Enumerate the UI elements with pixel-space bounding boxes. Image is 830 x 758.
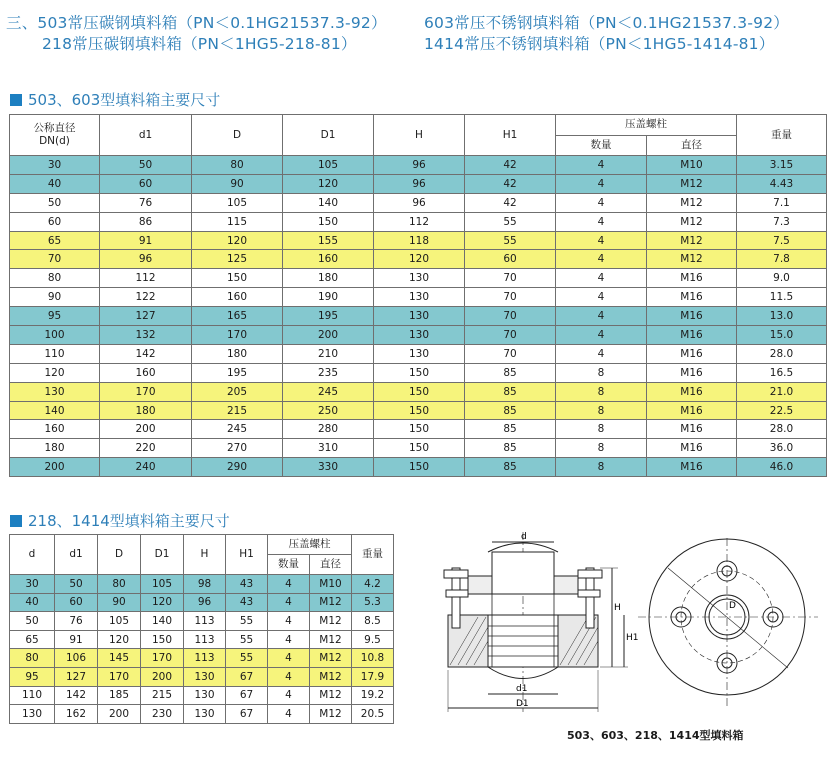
- table-cell: 55: [226, 630, 268, 649]
- label-D: D: [729, 601, 736, 611]
- table-cell: M16: [647, 439, 737, 458]
- table-cell: 86: [100, 212, 192, 231]
- table-cell: 190: [283, 288, 374, 307]
- table-row: [10, 630, 394, 649]
- table-cell: 43: [226, 593, 268, 612]
- table-cell: 150: [374, 420, 465, 439]
- t2-header-H: H: [184, 535, 226, 575]
- table-cell: 280: [283, 420, 374, 439]
- t2-header-D1: D1: [141, 535, 184, 575]
- table-cell: 162: [55, 705, 98, 724]
- table-cell: 4: [556, 269, 647, 288]
- table-row: [10, 231, 827, 250]
- table-cell: 4: [556, 307, 647, 326]
- table-cell: 130: [184, 667, 226, 686]
- table-cell: 170: [100, 382, 192, 401]
- t2-header-weight: 重量: [352, 535, 394, 575]
- t2-header-H1: H1: [226, 535, 268, 575]
- table-row: [10, 193, 827, 212]
- table-cell: 16.5: [737, 363, 827, 382]
- table-cell: M12: [647, 212, 737, 231]
- table-cell: 70: [465, 288, 556, 307]
- table-cell: 85: [465, 382, 556, 401]
- table-cell: M12: [310, 705, 352, 724]
- table-cell: 4: [268, 649, 310, 668]
- table-cell: 55: [465, 212, 556, 231]
- table-cell: 170: [141, 649, 184, 668]
- t1-header-bolt-group: 压盖螺柱: [556, 115, 737, 136]
- table-cell: M16: [647, 326, 737, 345]
- table-cell: 130: [184, 705, 226, 724]
- table-cell: M16: [647, 382, 737, 401]
- table-cell: 120: [374, 250, 465, 269]
- table-cell: 70: [465, 326, 556, 345]
- square-bullet-icon: [10, 515, 22, 527]
- table-cell: 4: [268, 705, 310, 724]
- t2-header-qty: 数量: [268, 555, 310, 575]
- table-cell: 122: [100, 288, 192, 307]
- table-cell: 150: [192, 269, 283, 288]
- table-cell: 85: [465, 458, 556, 477]
- table-cell: 42: [465, 193, 556, 212]
- table-cell: M12: [647, 193, 737, 212]
- table-cell: 80: [192, 156, 283, 175]
- table-cell: M16: [647, 458, 737, 477]
- table-cell: 220: [100, 439, 192, 458]
- table-row: [10, 593, 394, 612]
- table-cell: 200: [100, 420, 192, 439]
- table-cell: M12: [310, 667, 352, 686]
- table-cell: 60: [55, 593, 98, 612]
- table-cell: 180: [192, 344, 283, 363]
- table-cell: 4: [556, 288, 647, 307]
- table-row: [10, 612, 394, 631]
- table-cell: 113: [184, 630, 226, 649]
- table-cell: 130: [10, 382, 100, 401]
- table-cell: 105: [141, 575, 184, 594]
- table-cell: 95: [10, 667, 55, 686]
- table-cell: M16: [647, 269, 737, 288]
- table-cell: 270: [192, 439, 283, 458]
- table-cell: 4: [268, 575, 310, 594]
- table1-title-text: 503、603型填料箱主要尺寸: [28, 91, 221, 109]
- table-cell: 215: [192, 401, 283, 420]
- table-cell: M10: [310, 575, 352, 594]
- table-cell: 160: [10, 420, 100, 439]
- t2-header-bolt-group: 压盖螺柱: [268, 535, 352, 555]
- table-cell: 91: [100, 231, 192, 250]
- table-cell: 4: [556, 231, 647, 250]
- table-row: [10, 326, 827, 345]
- table-cell: 80: [10, 269, 100, 288]
- header-line1-left: 三、503常压碳钢填料箱（PN＜0.1HG21537.3-92）: [6, 14, 387, 32]
- table-cell: 50: [10, 612, 55, 631]
- table-row: [10, 344, 827, 363]
- table-cell: 90: [192, 174, 283, 193]
- t2-header-d1: d1: [55, 535, 98, 575]
- table-cell: 42: [465, 174, 556, 193]
- table-cell: 67: [226, 705, 268, 724]
- table-cell: 140: [141, 612, 184, 631]
- table-cell: 330: [283, 458, 374, 477]
- table-cell: 127: [100, 307, 192, 326]
- table-cell: 185: [98, 686, 141, 705]
- table-cell: 120: [10, 363, 100, 382]
- table1-body: [10, 156, 827, 477]
- table-cell: 19.2: [352, 686, 394, 705]
- table-cell: 4: [556, 156, 647, 175]
- table-cell: 215: [141, 686, 184, 705]
- table-cell: 70: [465, 269, 556, 288]
- table-cell: 4: [268, 593, 310, 612]
- table-cell: 130: [184, 686, 226, 705]
- table2-body: [10, 575, 394, 724]
- table-cell: 17.9: [352, 667, 394, 686]
- table-cell: 106: [55, 649, 98, 668]
- table-cell: 8.5: [352, 612, 394, 631]
- table-cell: 120: [98, 630, 141, 649]
- table-cell: 140: [10, 401, 100, 420]
- table-cell: 4.43: [737, 174, 827, 193]
- t1-header-D: D: [192, 115, 283, 156]
- table-cell: 150: [374, 363, 465, 382]
- table-cell: 120: [192, 231, 283, 250]
- table-cell: 150: [374, 458, 465, 477]
- table-cell: 13.0: [737, 307, 827, 326]
- table-cell: 50: [100, 156, 192, 175]
- table-cell: 142: [55, 686, 98, 705]
- table-cell: 30: [10, 575, 55, 594]
- t2-header-D: D: [98, 535, 141, 575]
- table-cell: 200: [10, 458, 100, 477]
- t2-header-dia: 直径: [310, 555, 352, 575]
- table-cell: 142: [100, 344, 192, 363]
- table-cell: 70: [465, 344, 556, 363]
- table-cell: 130: [374, 269, 465, 288]
- table-cell: 43: [226, 575, 268, 594]
- table-cell: M12: [310, 612, 352, 631]
- t1-header-d1: d1: [100, 115, 192, 156]
- table-cell: 5.3: [352, 593, 394, 612]
- t1-header-H1: H1: [465, 115, 556, 156]
- table2-title: [10, 510, 230, 531]
- table-cell: 96: [184, 593, 226, 612]
- table-row: [10, 401, 827, 420]
- t1-header-dn-line1: 公称直径: [33, 122, 76, 134]
- table-cell: 4: [268, 686, 310, 705]
- table-cell: 40: [10, 593, 55, 612]
- table-cell: 240: [100, 458, 192, 477]
- t1-header-dn-line2: DN(d): [39, 135, 70, 147]
- table-cell: 150: [141, 630, 184, 649]
- square-bullet-icon: [10, 94, 22, 106]
- table2-dimensions: [9, 534, 394, 724]
- table-cell: 115: [192, 212, 283, 231]
- table-cell: 130: [374, 344, 465, 363]
- table-cell: 130: [374, 288, 465, 307]
- table-row: [10, 288, 827, 307]
- table-cell: 65: [10, 630, 55, 649]
- table-cell: 230: [141, 705, 184, 724]
- table-cell: 310: [283, 439, 374, 458]
- table-cell: 96: [374, 193, 465, 212]
- table-cell: M10: [647, 156, 737, 175]
- table-cell: 91: [55, 630, 98, 649]
- table-cell: 4: [268, 612, 310, 631]
- table-cell: 105: [283, 156, 374, 175]
- table-cell: 160: [192, 288, 283, 307]
- table-cell: 290: [192, 458, 283, 477]
- table-cell: 130: [374, 307, 465, 326]
- table-cell: 30: [10, 156, 100, 175]
- table-row: [10, 705, 394, 724]
- table-cell: 170: [192, 326, 283, 345]
- table-cell: M12: [310, 686, 352, 705]
- table-cell: 4: [556, 326, 647, 345]
- table-cell: 165: [192, 307, 283, 326]
- table-cell: 76: [55, 612, 98, 631]
- table-cell: 130: [374, 326, 465, 345]
- table-cell: 4: [556, 344, 647, 363]
- table-cell: 80: [10, 649, 55, 668]
- table-cell: M12: [647, 250, 737, 269]
- table-cell: 200: [141, 667, 184, 686]
- table-cell: 250: [283, 401, 374, 420]
- table-cell: 7.3: [737, 212, 827, 231]
- table-cell: 8: [556, 382, 647, 401]
- table-row: [10, 458, 827, 477]
- table1-title: [10, 89, 220, 110]
- table-cell: 67: [226, 667, 268, 686]
- t1-header-dia: 直径: [647, 135, 737, 156]
- table-cell: 180: [283, 269, 374, 288]
- table-cell: 3.15: [737, 156, 827, 175]
- table-row: [10, 382, 827, 401]
- table-cell: 76: [100, 193, 192, 212]
- table-cell: 90: [98, 593, 141, 612]
- label-d: d: [521, 532, 527, 542]
- table-cell: 96: [100, 250, 192, 269]
- table-row: [10, 420, 827, 439]
- table-cell: 10.8: [352, 649, 394, 668]
- table-cell: 120: [141, 593, 184, 612]
- table-cell: M12: [647, 174, 737, 193]
- t1-header-qty: 数量: [556, 135, 647, 156]
- table-cell: 4: [556, 174, 647, 193]
- table-cell: 28.0: [737, 344, 827, 363]
- table-cell: M12: [647, 231, 737, 250]
- table-cell: 36.0: [737, 439, 827, 458]
- table-cell: 100: [10, 326, 100, 345]
- table-cell: 46.0: [737, 458, 827, 477]
- table-cell: 67: [226, 686, 268, 705]
- table-cell: 150: [374, 439, 465, 458]
- table-cell: 42: [465, 156, 556, 175]
- table-cell: 11.5: [737, 288, 827, 307]
- t1-header-H: H: [374, 115, 465, 156]
- table-cell: 4: [268, 630, 310, 649]
- table-cell: 9.5: [352, 630, 394, 649]
- table-cell: 7.5: [737, 231, 827, 250]
- table-cell: 150: [374, 382, 465, 401]
- table-cell: 9.0: [737, 269, 827, 288]
- table-cell: 60: [10, 212, 100, 231]
- table-cell: 113: [184, 649, 226, 668]
- table-cell: 60: [100, 174, 192, 193]
- table-cell: 95: [10, 307, 100, 326]
- table-cell: M16: [647, 344, 737, 363]
- table-cell: 60: [465, 250, 556, 269]
- table-cell: 140: [283, 193, 374, 212]
- table-cell: 180: [10, 439, 100, 458]
- table-cell: 28.0: [737, 420, 827, 439]
- table-cell: 8: [556, 439, 647, 458]
- table-row: [10, 250, 827, 269]
- table-cell: 180: [100, 401, 192, 420]
- table1-dimensions: [9, 114, 827, 477]
- table-cell: 155: [283, 231, 374, 250]
- table-cell: M16: [647, 307, 737, 326]
- table-cell: 195: [283, 307, 374, 326]
- table-cell: 200: [98, 705, 141, 724]
- table-cell: 195: [192, 363, 283, 382]
- table-cell: 112: [100, 269, 192, 288]
- table-cell: 15.0: [737, 326, 827, 345]
- table-cell: 98: [184, 575, 226, 594]
- table-cell: 70: [465, 307, 556, 326]
- table-cell: M12: [310, 593, 352, 612]
- table-cell: M16: [647, 420, 737, 439]
- table-cell: 130: [10, 705, 55, 724]
- label-D1: D1: [516, 699, 529, 709]
- table-row: [10, 269, 827, 288]
- table-cell: 150: [283, 212, 374, 231]
- table-cell: 210: [283, 344, 374, 363]
- table-cell: 8: [556, 458, 647, 477]
- table-cell: 50: [55, 575, 98, 594]
- table-row: [10, 307, 827, 326]
- table-cell: 80: [98, 575, 141, 594]
- t1-header-dn: [10, 115, 100, 156]
- table-row: [10, 439, 827, 458]
- drawing-caption: 503、603、218、1414型填料箱: [567, 729, 744, 742]
- table-cell: 120: [283, 174, 374, 193]
- table-cell: 50: [10, 193, 100, 212]
- table-cell: 113: [184, 612, 226, 631]
- table-cell: 8: [556, 401, 647, 420]
- table-cell: 70: [10, 250, 100, 269]
- table-row: [10, 212, 827, 231]
- table-cell: 205: [192, 382, 283, 401]
- table-cell: 90: [10, 288, 100, 307]
- table-cell: 110: [10, 686, 55, 705]
- table-cell: 160: [283, 250, 374, 269]
- table-cell: 7.1: [737, 193, 827, 212]
- table-row: [10, 156, 827, 175]
- table-row: [10, 649, 394, 668]
- t1-header-D1: D1: [283, 115, 374, 156]
- table-cell: 127: [55, 667, 98, 686]
- t1-header-weight: 重量: [737, 115, 827, 156]
- table-cell: 235: [283, 363, 374, 382]
- table-cell: 20.5: [352, 705, 394, 724]
- table-cell: 105: [192, 193, 283, 212]
- table-cell: 85: [465, 401, 556, 420]
- header-line2-left: 218常压碳钢填料箱（PN＜1HG5-218-81）: [42, 35, 357, 53]
- table-cell: 55: [465, 231, 556, 250]
- table-cell: M16: [647, 288, 737, 307]
- stuffing-box-section-drawing: [430, 530, 639, 715]
- flange-top-view-drawing: [638, 538, 818, 708]
- table-cell: 21.0: [737, 382, 827, 401]
- table-cell: 40: [10, 174, 100, 193]
- table-cell: 200: [283, 326, 374, 345]
- table-cell: M12: [310, 630, 352, 649]
- table-cell: 85: [465, 439, 556, 458]
- table-row: [10, 575, 394, 594]
- table-cell: 160: [100, 363, 192, 382]
- label-H: H: [614, 603, 621, 613]
- table-cell: M16: [647, 363, 737, 382]
- header-line2-right: 1414常压不锈钢填料箱（PN＜1HG5-1414-81）: [424, 35, 775, 53]
- table-cell: 8: [556, 420, 647, 439]
- table-cell: 125: [192, 250, 283, 269]
- t2-header-d: d: [10, 535, 55, 575]
- table-cell: 22.5: [737, 401, 827, 420]
- table-cell: 4: [556, 193, 647, 212]
- table-cell: 4: [556, 250, 647, 269]
- table-cell: 85: [465, 363, 556, 382]
- table-cell: 8: [556, 363, 647, 382]
- table-cell: 96: [374, 156, 465, 175]
- table-row: [10, 174, 827, 193]
- table-cell: 145: [98, 649, 141, 668]
- table-cell: 118: [374, 231, 465, 250]
- table-cell: 65: [10, 231, 100, 250]
- table-cell: 150: [374, 401, 465, 420]
- table-cell: 112: [374, 212, 465, 231]
- table-cell: 245: [192, 420, 283, 439]
- table-cell: 55: [226, 649, 268, 668]
- table-cell: 4: [268, 667, 310, 686]
- table-cell: M16: [647, 401, 737, 420]
- table-row: [10, 363, 827, 382]
- table-cell: 245: [283, 382, 374, 401]
- table-cell: 132: [100, 326, 192, 345]
- table-cell: 4.2: [352, 575, 394, 594]
- table-cell: 55: [226, 612, 268, 631]
- header-line1-right: 603常压不锈钢填料箱（PN＜0.1HG21537.3-92）: [424, 14, 789, 32]
- table-cell: 170: [98, 667, 141, 686]
- table-row: [10, 686, 394, 705]
- table-cell: 85: [465, 420, 556, 439]
- label-H1: H1: [626, 633, 639, 643]
- table-cell: 110: [10, 344, 100, 363]
- table-cell: 7.8: [737, 250, 827, 269]
- table2-title-text: 218、1414型填料箱主要尺寸: [28, 512, 230, 530]
- table-row: [10, 667, 394, 686]
- label-d1: d1: [516, 684, 528, 694]
- table-cell: 4: [556, 212, 647, 231]
- table-cell: M12: [310, 649, 352, 668]
- table-cell: 105: [98, 612, 141, 631]
- table-cell: 96: [374, 174, 465, 193]
